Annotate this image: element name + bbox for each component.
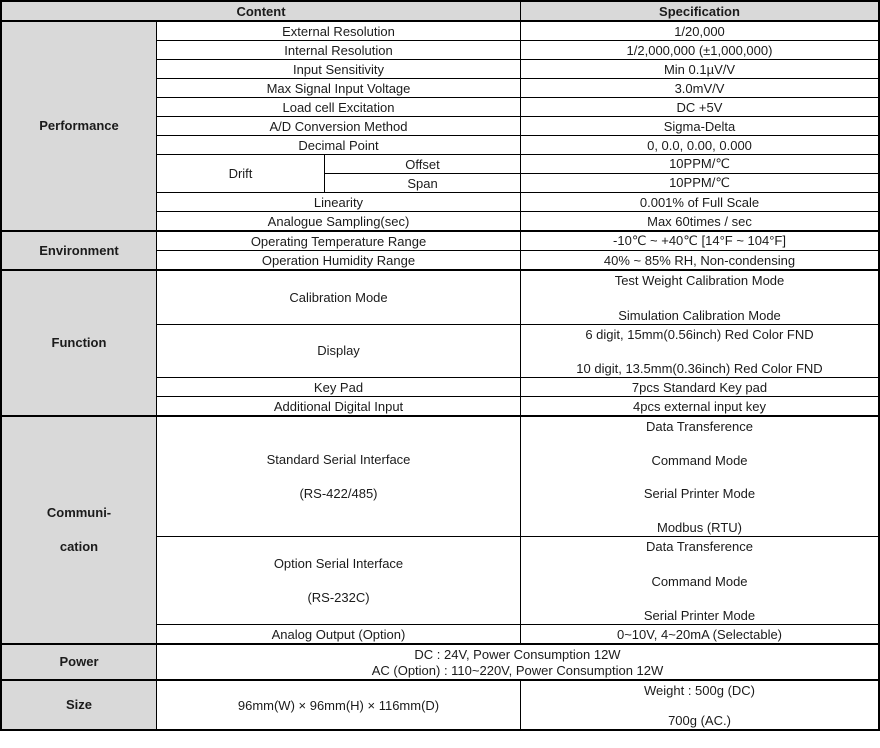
row-input-sensitivity: [157, 59, 878, 78]
category-communication-line2: cation: [59, 539, 99, 554]
row-max-signal-input-voltage: [157, 78, 878, 97]
label-drift-span: Span: [407, 175, 438, 191]
label-input-sensitivity: Input Sensitivity: [292, 61, 385, 77]
spec-option-serial-line3: Serial Printer Mode: [643, 608, 756, 623]
row-drift-span: [325, 173, 878, 192]
spec-operating-temperature-range: -10℃ ~ +40℃ [14°F ~ 104°F]: [520, 232, 878, 250]
spec-size-weight-line2: 700g (AC.): [668, 713, 731, 728]
category-function: Function: [2, 271, 157, 415]
table-header-row: [2, 2, 878, 22]
label-standard-serial-interface-line1: Standard Serial Interface: [266, 451, 411, 467]
header-content: Content: [236, 3, 286, 19]
label-drift: Drift: [157, 155, 325, 192]
spec-display: [520, 325, 878, 378]
label-internal-resolution: Internal Resolution: [284, 42, 393, 58]
category-communication: [2, 417, 157, 643]
row-calibration-mode: [157, 271, 878, 324]
label-drift-offset: Offset: [405, 156, 440, 172]
label-analogue-sampling: Analogue Sampling(sec): [267, 213, 410, 229]
row-analogue-sampling: [157, 211, 878, 230]
spec-standard-serial-line4: Modbus (RTU): [656, 519, 742, 535]
label-option-serial-interface-line2: (RS-232C): [307, 589, 370, 605]
spec-max-signal-input-voltage: 3.0mV/V: [520, 79, 878, 97]
row-drift-offset: [325, 155, 878, 173]
label-max-signal-input-voltage: Max Signal Input Voltage: [266, 80, 411, 96]
category-performance: Performance: [2, 22, 157, 230]
spec-decimal-point: 0, 0.0, 0.00, 0.000: [520, 136, 878, 154]
row-option-serial-interface: [157, 536, 878, 624]
label-load-cell-excitation: Load cell Excitation: [282, 99, 395, 115]
row-drift: [157, 154, 878, 192]
spec-standard-serial-line1: Data Transference: [646, 419, 753, 434]
label-operation-humidity-range: Operation Humidity Range: [261, 252, 416, 268]
row-additional-digital-input: [157, 396, 878, 415]
section-function: [2, 269, 878, 415]
spec-size-weight: [520, 681, 878, 729]
spec-standard-serial-line3: Serial Printer Mode: [643, 486, 756, 502]
label-decimal-point: Decimal Point: [298, 137, 379, 153]
section-environment: [2, 230, 878, 269]
spec-power: [157, 645, 878, 679]
spec-size-weight-line1: Weight : 500g (DC): [643, 683, 756, 698]
spec-display-line1: 6 digit, 15mm(0.56inch) Red Color FND: [585, 326, 814, 342]
label-operating-temperature-range: Operating Temperature Range: [250, 233, 427, 249]
spec-key-pad: 7pcs Standard Key pad: [520, 378, 878, 396]
spec-analogue-sampling: Max 60times / sec: [520, 212, 878, 230]
row-linearity: [157, 192, 878, 211]
row-operation-humidity-range: [157, 250, 878, 269]
spec-drift-span: 10PPM/℃: [520, 174, 878, 192]
row-load-cell-excitation: [157, 97, 878, 116]
spec-option-serial-interface: [520, 537, 878, 624]
spec-analog-output: 0~10V, 4~20mA (Selectable): [520, 625, 878, 643]
label-option-serial-interface-line1: Option Serial Interface: [273, 555, 404, 571]
spec-internal-resolution: 1/2,000,000 (±1,000,000): [520, 41, 878, 59]
label-additional-digital-input: Additional Digital Input: [273, 398, 404, 414]
label-standard-serial-interface-line2: (RS-422/485): [299, 485, 378, 501]
spec-calibration-mode: [520, 271, 878, 324]
row-key-pad: [157, 377, 878, 396]
category-environment: Environment: [2, 232, 157, 269]
category-power: Power: [2, 645, 157, 679]
label-linearity: Linearity: [313, 194, 364, 210]
spec-standard-serial-interface: [520, 417, 878, 536]
label-external-resolution: External Resolution: [282, 23, 395, 39]
spec-calibration-mode-line2: Simulation Calibration Mode: [618, 307, 781, 323]
spec-load-cell-excitation: DC +5V: [520, 98, 878, 116]
spec-operation-humidity-range: 40% ~ 85% RH, Non-condensing: [520, 251, 878, 269]
header-specification: Specification: [520, 2, 878, 20]
label-standard-serial-interface: [157, 417, 520, 536]
row-internal-resolution: [157, 40, 878, 59]
category-communication-line1: Communi-: [46, 505, 112, 520]
spec-calibration-mode-line1: Test Weight Calibration Mode: [614, 273, 785, 288]
section-communication: [2, 415, 878, 643]
row-decimal-point: [157, 135, 878, 154]
label-analog-output: Analog Output (Option): [271, 626, 406, 642]
section-power: [2, 643, 878, 679]
spec-power-line2: AC (Option) : 110~220V, Power Consumption 12W: [371, 663, 664, 678]
spec-external-resolution: 1/20,000: [520, 22, 878, 40]
spec-input-sensitivity: Min 0.1µV/V: [520, 60, 878, 78]
row-standard-serial-interface: [157, 417, 878, 536]
row-analog-output: [157, 624, 878, 643]
spec-standard-serial-line2: Command Mode: [651, 452, 748, 468]
spec-additional-digital-input: 4pcs external input key: [520, 397, 878, 415]
label-option-serial-interface: [157, 537, 520, 624]
spec-ad-conversion-method: Sigma-Delta: [520, 117, 878, 135]
label-calibration-mode: Calibration Mode: [289, 289, 388, 305]
row-display: [157, 324, 878, 378]
label-key-pad: Key Pad: [313, 379, 364, 395]
row-external-resolution: [157, 22, 878, 40]
spec-option-serial-line2: Command Mode: [651, 573, 748, 589]
spec-power-line1: DC : 24V, Power Consumption 12W: [414, 647, 621, 662]
spec-display-line2: 10 digit, 13.5mm(0.36inch) Red Color FND: [576, 361, 823, 376]
spec-drift-offset: 10PPM/℃: [520, 155, 878, 173]
row-ad-conversion-method: [157, 116, 878, 135]
section-performance: [2, 22, 878, 230]
row-size: [157, 681, 878, 729]
label-ad-conversion-method: A/D Conversion Method: [269, 118, 408, 134]
label-size-dimension: 96mm(W) × 96mm(H) × 116mm(D): [237, 697, 440, 713]
row-operating-temperature-range: [157, 232, 878, 250]
spec-option-serial-line1: Data Transference: [646, 539, 753, 554]
spec-linearity: 0.001% of Full Scale: [520, 193, 878, 211]
category-size: Size: [2, 681, 157, 729]
section-size: [2, 679, 878, 729]
label-display: Display: [317, 343, 360, 359]
